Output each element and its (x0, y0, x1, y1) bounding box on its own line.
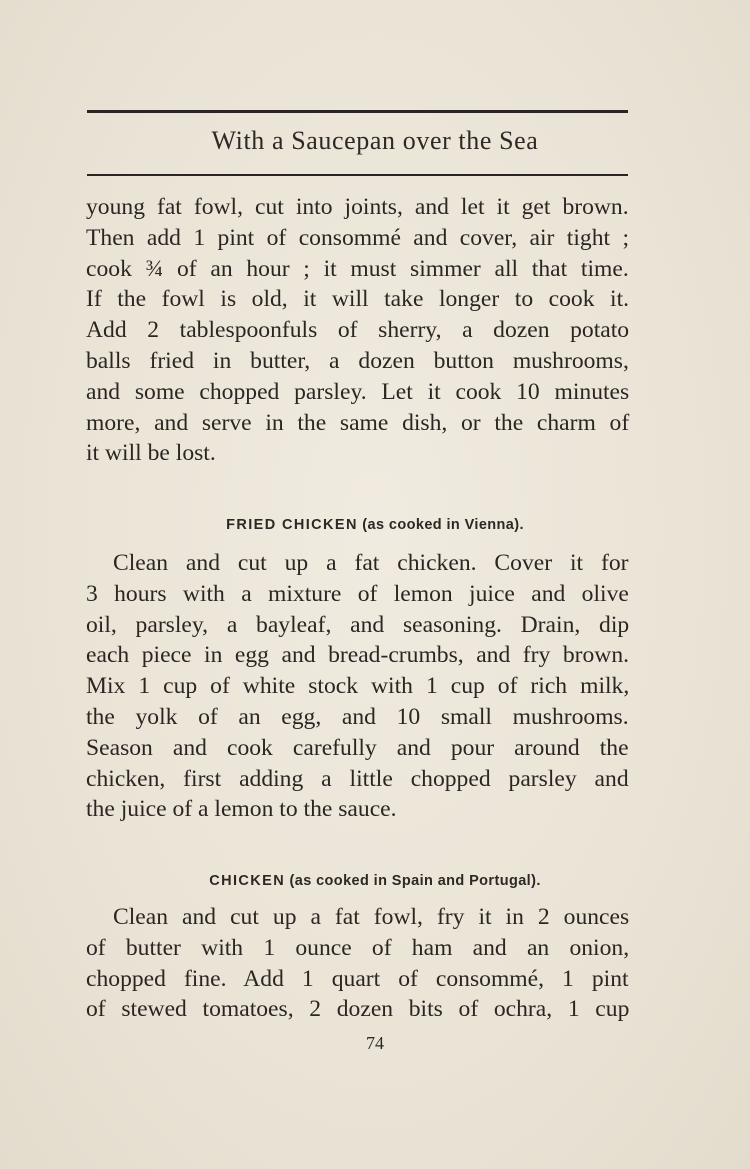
heading-title: FRIED CHICKEN (226, 517, 358, 533)
text-line: of butter with 1 ounce of ham and an onion, (86, 934, 630, 961)
text-line: each piece in egg and bread-crumbs, and fry brown. (86, 642, 630, 669)
heading-subtitle: (as cooked in Spain and Portugal). (289, 873, 541, 889)
text-line: Then add 1 pint of consommé and cover, air tight ; (86, 224, 630, 251)
text-line: chicken, first adding a little chopped parsley and (86, 765, 629, 792)
text-line: it will be lost. (86, 440, 216, 467)
recipe-heading-fried-chicken (0, 517, 750, 533)
heading-subtitle: (as cooked in Vienna). (362, 517, 524, 533)
text-line: If the fowl is old, it will take longer to cook it. (86, 286, 630, 313)
text-line: Add 2 tablespoonfuls of sherry, a dozen potato (86, 317, 630, 344)
running-head: With a Saucepan over the Sea (211, 126, 539, 155)
header-rule-top (87, 110, 628, 113)
text-line: Clean and cut up a fat fowl, fry it in 2 ounces (113, 904, 630, 930)
heading-title: CHICKEN (209, 873, 286, 889)
header-rule-bottom (87, 174, 628, 176)
text-line: cook ¾ of an hour ; it must simmer all that time. (86, 255, 629, 282)
page-number: 74 (366, 1033, 384, 1053)
text-line: Season and cook carefully and pour around the (86, 734, 629, 761)
recipe-body-fried-chicken (86, 548, 629, 825)
text-line: balls fried in butter, a dozen button mushrooms, (86, 347, 629, 374)
text-line: oil, parsley, a bayleaf, and seasoning. Drain, dip (86, 611, 630, 638)
text-line: Mix 1 cup of white stock with 1 cup of rich milk, (86, 673, 630, 700)
text-line: more, and serve in the same dish, or the charm of (86, 409, 630, 436)
text-line: the yolk of an egg, and 10 small mushrooms. (86, 703, 629, 730)
recipe-heading-chicken-spain (0, 873, 750, 889)
text-line: the juice of a lemon to the sauce. (86, 796, 397, 823)
text-line: young fat fowl, cut into joints, and let it get brown. (86, 194, 629, 220)
text-line: chopped fine. Add 1 quart of consommé, 1 pint (86, 965, 629, 992)
recipe-body-chicken-spain (86, 902, 629, 1025)
text-line: Clean and cut up a fat chicken. Cover it for (113, 550, 629, 576)
text-line: and some chopped parsley. Let it cook 10 minutes (86, 378, 630, 405)
paragraph-continued (86, 192, 629, 469)
text-line: of stewed tomatoes, 2 dozen bits of ochra, 1 cup (86, 996, 630, 1023)
text-line: 3 hours with a mixture of lemon juice and olive (86, 580, 629, 607)
